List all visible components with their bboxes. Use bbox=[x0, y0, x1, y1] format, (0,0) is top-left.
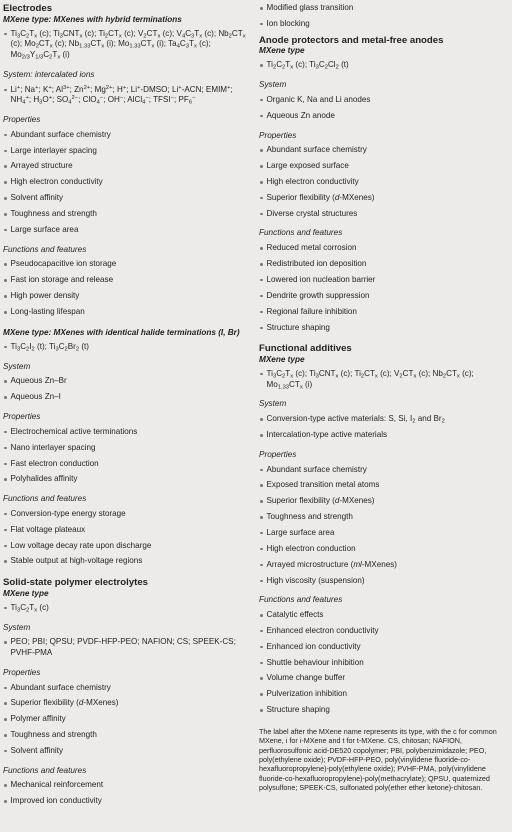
additives-functions-heading: Functions and features bbox=[259, 595, 343, 605]
list-item bbox=[3, 714, 247, 725]
anode-types-list bbox=[259, 60, 509, 71]
list-item bbox=[259, 626, 509, 637]
list-item-text: Structure shaping bbox=[266, 705, 330, 715]
list-item bbox=[259, 560, 509, 571]
bullet-icon bbox=[4, 229, 7, 232]
bullet-icon bbox=[260, 564, 263, 567]
list-item-text: Mechanical reinforcement bbox=[10, 780, 104, 790]
polymer-system-heading: System bbox=[3, 622, 31, 632]
polymer-functions-continued-list bbox=[259, 3, 509, 30]
polymer-types-list bbox=[3, 603, 247, 614]
list-item-text: Fast electron conduction bbox=[10, 458, 99, 468]
anode-properties-list bbox=[259, 145, 509, 219]
additives-functions-list bbox=[259, 610, 509, 716]
list-item bbox=[259, 145, 509, 156]
list-item bbox=[3, 146, 247, 157]
bullet-icon bbox=[260, 418, 263, 421]
list-item bbox=[259, 307, 509, 318]
list-item-text: Toughness and strength bbox=[266, 512, 353, 522]
list-item-text: Abundant surface chemistry bbox=[10, 682, 111, 692]
hybrid-mxene-type-heading: MXene type: MXenes with hybrid terminations bbox=[3, 14, 182, 24]
bullet-icon bbox=[260, 115, 263, 118]
hybrid-system-heading: System: intercalated ions bbox=[3, 69, 95, 79]
anode-system-heading: System bbox=[259, 80, 287, 90]
list-item-text: Large exposed surface bbox=[266, 161, 349, 171]
list-item bbox=[259, 323, 509, 334]
list-item bbox=[259, 528, 509, 539]
additives-system-list bbox=[259, 414, 509, 441]
list-item-text: Flat voltage plateaux bbox=[10, 524, 86, 534]
list-item-text: Catalytic effects bbox=[266, 610, 324, 620]
bullet-icon bbox=[260, 197, 263, 200]
list-item-text: Volume change buffer bbox=[266, 673, 346, 683]
halide-properties-list bbox=[3, 427, 247, 485]
list-item-text: Solvent affinity bbox=[10, 193, 63, 203]
list-item bbox=[259, 544, 509, 555]
list-item: PEO; PBI; QPSU; PVDF-HFP-PEO; NAFION; CS; SPEEK-CS; PVHF-PMA bbox=[3, 637, 247, 658]
list-item bbox=[259, 243, 509, 254]
list-item bbox=[3, 427, 247, 438]
list-item-text: Stable output at high-voltage regions bbox=[10, 556, 143, 566]
list-item-text: Pulverization inhibition bbox=[266, 689, 348, 699]
list-item-text: Intercalation-type active materials bbox=[266, 430, 388, 440]
bullet-icon bbox=[4, 396, 7, 399]
additives-properties-heading: Properties bbox=[259, 449, 297, 459]
list-item-text: Arrayed structure bbox=[10, 161, 73, 171]
list-item-text: Dendrite growth suppression bbox=[266, 290, 370, 300]
left-column bbox=[3, 0, 247, 812]
halide-mxene-type-heading: MXene type: MXenes with identical halide terminations (I, Br) bbox=[3, 327, 240, 337]
bullet-icon bbox=[4, 513, 7, 516]
list-item bbox=[259, 3, 509, 14]
list-item bbox=[3, 730, 247, 741]
list-item-text: Polyhalides affinity bbox=[10, 474, 78, 484]
hybrid-system-list bbox=[3, 85, 247, 106]
list-item bbox=[3, 275, 247, 286]
bullet-icon bbox=[4, 263, 7, 266]
anode-functions-heading: Functions and features bbox=[259, 228, 343, 238]
list-item bbox=[3, 259, 247, 270]
list-item-text: High power density bbox=[10, 291, 80, 301]
list-item bbox=[3, 443, 247, 454]
list-item bbox=[3, 746, 247, 757]
list-item-text: High viscosity (suspension) bbox=[266, 575, 365, 585]
list-item-text: Toughness and strength bbox=[10, 209, 97, 219]
list-item bbox=[3, 392, 247, 403]
bullet-icon bbox=[260, 311, 263, 314]
list-item: $Ti_3C_2T_x$ (c); $Ti_3CNT_x$ (c); $Ti_2CT_x$ (c); $V_2CT_x$ (c); $Nb_2CT_x$ (c); $Mo_{1.33}CT_x$ (i) bbox=[259, 369, 509, 390]
bullet-icon bbox=[260, 709, 263, 712]
hybrid-functions-list bbox=[3, 259, 247, 317]
list-item bbox=[259, 19, 509, 30]
bullet-icon bbox=[260, 662, 263, 665]
bullet-icon bbox=[4, 279, 7, 282]
bullet-icon bbox=[4, 431, 7, 434]
list-item-text: Exposed transition metal atoms bbox=[266, 480, 380, 490]
list-item-text: Aqueous Zn anode bbox=[266, 110, 335, 120]
bullet-icon bbox=[260, 469, 263, 472]
bullet-icon bbox=[260, 434, 263, 437]
bullet-icon bbox=[260, 181, 263, 184]
list-item bbox=[3, 683, 247, 694]
bullet-icon bbox=[260, 484, 263, 487]
list-item bbox=[3, 796, 247, 807]
list-item bbox=[3, 459, 247, 470]
bullet-icon bbox=[4, 150, 7, 153]
additives-mxene-type-heading: MXene type bbox=[259, 354, 305, 364]
list-item: $Ti_3C_2I_2$ (t); $Ti_3C_2Br_2$ (t) bbox=[3, 342, 247, 353]
list-item: $Ti_3C_2T_x$ (c); $Ti_3CNT_x$ (c); $Ti_2CT_x$ (c); $V_2CT_x$ (c); $V_4C_3T_x$ (c); $Nb_2CT_x$ (c); $Mo_2CT_x$ (c); $Nb_{1.33}CT_x$ (i); $Mo_{1.33}CT_x$ (i); $Ta_4C_3T_x$ (c); $Mo_{2/3}Y_{1/3}C_2T_x$ (i) bbox=[3, 29, 247, 61]
list-item bbox=[3, 161, 247, 172]
list-item bbox=[3, 130, 247, 141]
list-item-text: Low voltage decay rate upon discharge bbox=[10, 540, 152, 550]
list-item-text: Large surface area bbox=[266, 527, 335, 537]
bullet-icon bbox=[4, 529, 7, 532]
polymer-properties-heading: Properties bbox=[3, 667, 41, 677]
list-item bbox=[3, 291, 247, 302]
list-item bbox=[3, 177, 247, 188]
list-item-text: Abundant surface chemistry bbox=[266, 464, 367, 474]
list-item bbox=[259, 291, 509, 302]
list-item bbox=[259, 480, 509, 491]
bullet-icon bbox=[4, 718, 7, 721]
list-item-text: Large surface area bbox=[10, 224, 79, 234]
bullet-icon bbox=[4, 687, 7, 690]
list-item-text: Lowered ion nucleation barrier bbox=[266, 274, 376, 284]
bullet-icon bbox=[260, 614, 263, 617]
bullet-icon bbox=[4, 463, 7, 466]
bullet-icon bbox=[260, 580, 263, 583]
bullet-icon bbox=[260, 548, 263, 551]
bullet-icon bbox=[4, 560, 7, 563]
list-item-text: Superior flexibility (d-MXenes) bbox=[266, 192, 375, 202]
additives-properties-list bbox=[259, 465, 509, 587]
halide-functions-heading: Functions and features bbox=[3, 494, 87, 504]
list-item bbox=[259, 465, 509, 476]
bullet-icon bbox=[260, 693, 263, 696]
bullet-icon bbox=[4, 545, 7, 548]
list-item bbox=[259, 259, 509, 270]
list-item-text: Superior flexibility (d-MXenes) bbox=[266, 496, 375, 506]
list-item bbox=[3, 209, 247, 220]
bullet-icon bbox=[4, 734, 7, 737]
list-item bbox=[259, 610, 509, 621]
list-item bbox=[259, 430, 509, 441]
bullet-icon bbox=[260, 327, 263, 330]
list-item-text: Modified glass transition bbox=[266, 3, 354, 12]
bullet-icon bbox=[4, 800, 7, 803]
table-footnote: The label after the MXene name represents its type, with the c for common MXene, i for i-MXene and t for t-MXene. CS, chitosan; NAFION, perfluorosulfonic acid-DE520 copolymer; PBI, polybenzimidazole; PEO, poly(ethylene oxide); PVDF-HFP-PEO, poly(vinylidene fluoride-co-hexafluoropropylene)-poly(ethylene oxide); PVHF-PMA, poly(vinylidene fluoride-co-hexafluoropropylene)-poly(methacrylate); QPSU, quaternized polysulfone; SPEEK-CS, sulfonated poly(ether ether ketone)-chitosan. bbox=[259, 726, 497, 793]
additives-system-heading: System bbox=[259, 399, 287, 409]
halide-functions-list bbox=[3, 509, 247, 567]
list-item-text: Enhanced electron conductivity bbox=[266, 625, 379, 635]
bullet-icon bbox=[4, 295, 7, 298]
additives-types-list bbox=[259, 369, 509, 390]
polymer-properties-list bbox=[3, 683, 247, 757]
list-item-text: Conversion-type active materials: S, Si, $I_2$ and $Br_2$ bbox=[266, 414, 445, 425]
list-item bbox=[259, 275, 509, 286]
list-item-text: Abundant surface chemistry bbox=[10, 129, 111, 139]
bullet-icon bbox=[260, 295, 263, 298]
halide-system-heading: System bbox=[3, 361, 31, 371]
bullet-icon bbox=[260, 99, 263, 102]
section-title-anode-protectors: Anode protectors and metal-free anodes bbox=[259, 34, 444, 46]
hybrid-properties-list bbox=[3, 130, 247, 236]
list-item bbox=[259, 177, 509, 188]
halide-system-list bbox=[3, 376, 247, 403]
bullet-icon bbox=[260, 213, 263, 216]
list-item bbox=[3, 193, 247, 204]
list-item-text: Polymer affinity bbox=[10, 714, 66, 724]
bullet-icon bbox=[4, 750, 7, 753]
list-item bbox=[259, 673, 509, 684]
hybrid-types-list bbox=[3, 29, 247, 61]
list-item-text: Abundant surface chemistry bbox=[266, 145, 367, 155]
list-item bbox=[3, 556, 247, 567]
list-item: $Ti_3C_2T_x$ (c) bbox=[3, 603, 247, 614]
bullet-icon bbox=[4, 311, 7, 314]
right-column bbox=[259, 0, 509, 792]
bullet-icon bbox=[260, 279, 263, 282]
list-item-text: Regional failure inhibition bbox=[266, 306, 357, 316]
bullet-icon bbox=[4, 134, 7, 137]
bullet-icon bbox=[4, 213, 7, 216]
list-item-text: High electron conductivity bbox=[266, 177, 359, 187]
list-item bbox=[3, 541, 247, 552]
list-item-text: Aqueous Zn–Br bbox=[10, 376, 67, 386]
list-item bbox=[3, 474, 247, 485]
section-title-electrodes: Electrodes bbox=[3, 3, 53, 14]
list-item-text: Diverse crystal structures bbox=[266, 208, 358, 218]
list-item-text: Enhanced ion conductivity bbox=[266, 641, 361, 651]
list-item: $Ti_2C_2T_x$ (c); $Ti_3C_2Cl_2$ (t) bbox=[259, 60, 509, 71]
bullet-icon bbox=[260, 677, 263, 680]
list-item bbox=[259, 576, 509, 587]
list-item-text: Aqueous Zn–I bbox=[10, 392, 61, 402]
list-item bbox=[259, 512, 509, 523]
polymer-mxene-type-heading: MXene type bbox=[3, 588, 49, 598]
list-item-text: Fast ion storage and release bbox=[10, 275, 114, 285]
section-title-polymer-electrolytes: Solid-state polymer electrolytes bbox=[3, 577, 149, 589]
bullet-icon bbox=[4, 447, 7, 450]
list-item-text: Nano interlayer spacing bbox=[10, 442, 96, 452]
list-item bbox=[259, 496, 509, 507]
list-item-text: High electron conductivity bbox=[10, 177, 103, 187]
list-item bbox=[259, 642, 509, 653]
bullet-icon bbox=[4, 380, 7, 383]
bullet-icon bbox=[260, 630, 263, 633]
list-item bbox=[3, 307, 247, 318]
list-item-text: Long-lasting lifespan bbox=[10, 307, 85, 316]
bullet-icon bbox=[260, 516, 263, 519]
halide-types-list bbox=[3, 342, 247, 353]
list-item-text: Electrochemical active terminations bbox=[10, 426, 138, 436]
list-item-text: Shuttle behaviour inhibition bbox=[266, 657, 364, 667]
list-item bbox=[259, 414, 509, 425]
list-item-text: Reduced metal corrosion bbox=[266, 243, 357, 253]
bullet-icon bbox=[260, 7, 263, 10]
list-item bbox=[3, 509, 247, 520]
hybrid-functions-heading: Functions and features bbox=[3, 244, 87, 254]
list-item bbox=[3, 225, 247, 236]
list-item-text: Toughness and strength bbox=[10, 730, 97, 740]
list-item bbox=[259, 689, 509, 700]
list-item-text: Pseudocapacitive ion storage bbox=[10, 259, 117, 269]
section-title-functional-additives: Functional additives bbox=[259, 343, 352, 355]
list-item: Li+; Na+; K+; $Al^{3+}$; $Zn^{2+}$; $Mg^{2+}$; H+; Li+-DMSO; Li+-ACN; EMIM+; $NH_4^+$; $H_3O^+$; $SO_4^{2-}$; ClO$_4$−; OH−; AlCl$_4$−; TFSI−; $PF_6^-$ bbox=[3, 85, 247, 106]
list-item bbox=[259, 193, 509, 204]
list-item-text: Large interlayer spacing bbox=[10, 145, 97, 155]
list-item bbox=[259, 209, 509, 220]
halide-properties-heading: Properties bbox=[3, 411, 41, 421]
bullet-icon bbox=[4, 702, 7, 705]
list-item bbox=[3, 525, 247, 536]
list-item bbox=[259, 161, 509, 172]
anode-functions-list bbox=[259, 243, 509, 333]
bullet-icon bbox=[260, 23, 263, 26]
bullet-icon bbox=[260, 263, 263, 266]
list-item bbox=[259, 95, 509, 106]
list-item-text: Ion blocking bbox=[266, 18, 310, 28]
bullet-icon bbox=[4, 165, 7, 168]
list-item-text: Redistributed ion deposition bbox=[266, 259, 367, 269]
bullet-icon bbox=[4, 478, 7, 481]
polymer-system-list bbox=[3, 637, 247, 658]
bullet-icon bbox=[260, 646, 263, 649]
polymer-functions-heading: Functions and features bbox=[3, 765, 87, 775]
list-item-text: Superior flexibility (d-MXenes) bbox=[10, 698, 119, 708]
bullet-icon bbox=[260, 500, 263, 503]
list-item-text: High electron conduction bbox=[266, 543, 356, 553]
list-item-text: Improved ion conductivity bbox=[10, 796, 102, 806]
bullet-icon bbox=[260, 165, 263, 168]
bullet-icon bbox=[4, 197, 7, 200]
list-item bbox=[3, 698, 247, 709]
anode-mxene-type-heading: MXene type bbox=[259, 46, 305, 56]
list-item bbox=[259, 658, 509, 669]
anode-system-list bbox=[259, 95, 509, 122]
list-item-text: Structure shaping bbox=[266, 322, 330, 332]
bullet-icon bbox=[4, 181, 7, 184]
bullet-icon bbox=[260, 149, 263, 152]
list-item-text: Solvent affinity bbox=[10, 745, 63, 755]
hybrid-properties-heading: Properties bbox=[3, 114, 41, 124]
list-item bbox=[259, 705, 509, 716]
bullet-icon bbox=[4, 784, 7, 787]
list-item-text: Organic K, Na and Li anodes bbox=[266, 94, 371, 104]
bullet-icon bbox=[260, 247, 263, 250]
list-item-text: Conversion-type energy storage bbox=[10, 508, 126, 518]
list-item bbox=[3, 780, 247, 791]
polymer-functions-list bbox=[3, 780, 247, 807]
anode-properties-heading: Properties bbox=[259, 130, 297, 140]
list-item bbox=[259, 111, 509, 122]
list-item-text: Arrayed microstructure (ml-MXenes) bbox=[266, 559, 397, 569]
list-item bbox=[3, 376, 247, 387]
bullet-icon bbox=[260, 532, 263, 535]
